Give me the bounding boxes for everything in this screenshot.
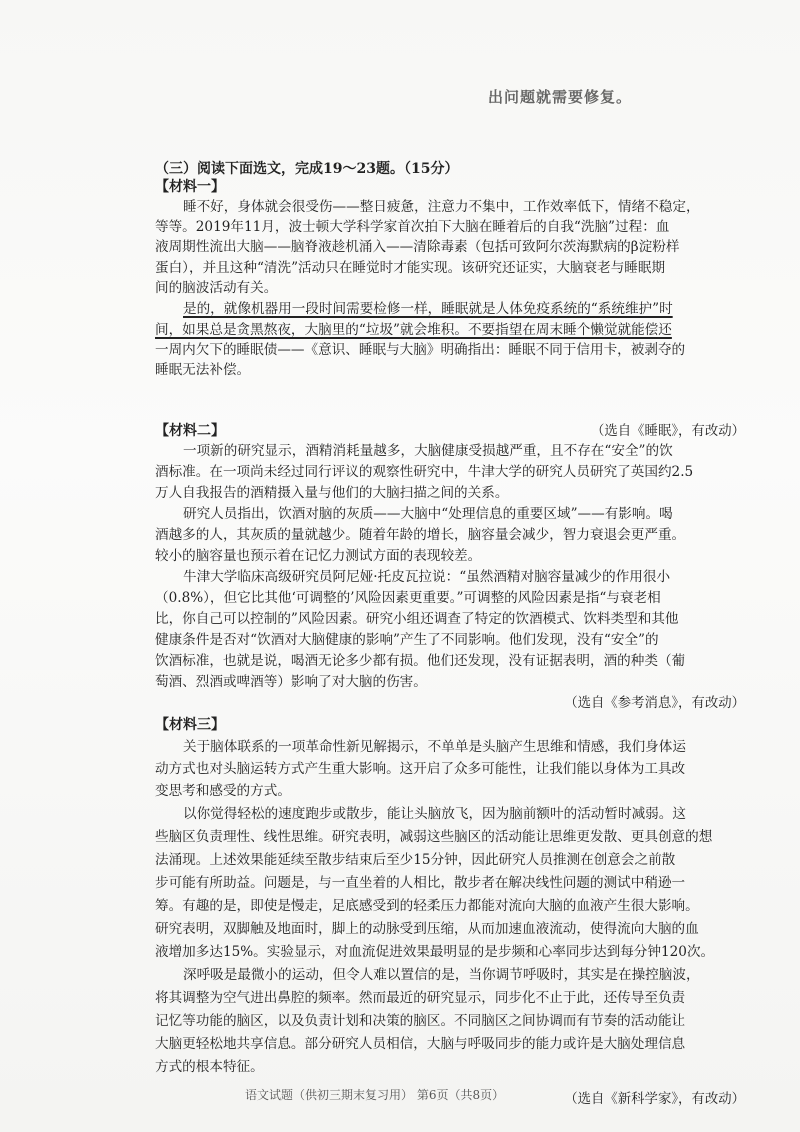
material3-label: 【材料三】 xyxy=(155,717,225,733)
material1-line-underlined: 是的，就像机器用一段时间需要检修一样，睡眠就是人体免疫系统的“系统维护”时 xyxy=(183,301,673,317)
material3-source: （选自《新科学家》，有改动） xyxy=(564,1092,745,1107)
material3-line: 研究表明，双脚触及地面时，脚上的动脉受到压缩，从而加速血液流动，使得流向大脑的血 xyxy=(155,921,699,937)
material1-line: 蛋白），并且这种“清洗”活动只在睡觉时才能实现。该研究还证实，大脑衰老与睡眠期 xyxy=(155,260,666,276)
material1-source: （选自《睡眠》，有改动） xyxy=(591,424,745,439)
material1-line: 一周内欠下的睡眠债——《意识、睡眠与大脑》明确指出：睡眠不同于信用卡，被剥夺的 xyxy=(155,342,686,358)
top-cutoff-text: 出问题就需要修复。 xyxy=(488,88,633,106)
material2-line: 酒标准。在一项尚未经过同行评议的观察性研究中，牛津大学的研究人员研究了英国约2.5 xyxy=(155,464,694,480)
material2-line: 萄酒、烈酒或啤酒等）影响了对大脑的伤害。 xyxy=(155,674,427,690)
material1-line: 等等。2019年11月，波士顿大学科学家首次拍下大脑在睡着后的自我“洗脑”过程：血 xyxy=(155,219,670,235)
material2-line: 酒越多的人，其灰质的量就越少。随着年龄的增长，脑容量会减少，智力衰退会更严重。 xyxy=(155,527,686,543)
material3-line: 动方式也对头脑运转方式产生重大影响。这开启了众多可能性，让我们能以身体为工具改 xyxy=(155,761,686,777)
material3-line: 将其调整为空气进出鼻腔的频率。然而最近的研究显示，同步化不止于此，还传导至负责 xyxy=(155,990,686,1006)
material3-line: 液增加多达15%。实验显示，对血流促进效果最明显的是步频和心率同步达到每分钟120次。 xyxy=(155,944,715,960)
material3-line: 变思考和感受的方式。 xyxy=(155,783,291,799)
material3-line: 记忆等功能的脑区，以及负责计划和决策的脑区。不同脑区之间协调而有节奏的活动能让 xyxy=(155,1013,686,1029)
material2-line: （0.8%），但它比其他‘可调整的’风险因素更重要。”可调整的风险因素是指“与衰老相 xyxy=(155,590,661,606)
material2-line: 一项新的研究显示，酒精消耗量越多，大脑健康受损越严重，且不存在“安全”的饮 xyxy=(183,443,673,459)
material3-line: 以你觉得轻松的速度跑步或散步，能让头脑放飞，因为脑前额叶的活动暂时减弱。这 xyxy=(183,806,686,822)
material2-line: 饮酒标准，也就是说，喝酒无论多少都有损。他们还发现，没有证据表明，酒的种类（葡 xyxy=(155,653,686,669)
material3-line: 深呼吸是最微小的运动，但令人难以置信的是，当你调节呼吸时，其实是在操控脑波， xyxy=(183,967,700,983)
material1-line: 间的脑波活动有关。 xyxy=(155,280,278,296)
section-heading: （三）阅读下面选文，完成19～23题。（15分） xyxy=(155,161,459,177)
material1-line: 睡不好，身体就会很受伤——整日疲惫，注意力不集中，工作效率低下，情绪不稳定， xyxy=(183,199,700,215)
material2-line: 比，你自己可以控制的”风险因素。研究小组还调查了特定的饮酒模式、饮料类型和其他 xyxy=(155,611,679,627)
material3-line: 关于脑体联系的一项革命性新见解揭示，不单单是头脑产生思维和情感，我们身体运 xyxy=(183,739,686,755)
material3-line: 法涌现。上述效果能延续至散步结束后至少15分钟，因此研究人员推测在创意会之前散 xyxy=(155,852,676,868)
material2-line: 较小的脑容量也预示着在记忆力测试方面的表现较差。 xyxy=(155,548,482,564)
material2-line: 万人自我报告的酒精摄入量与他们的大脑扫描之间的关系。 xyxy=(155,485,509,501)
material1-line: 液周期性流出大脑——脑脊液趁机涌入——清除毒素（包括可致阿尔茨海默病的β淀粉样 xyxy=(155,239,680,255)
material2-label: 【材料二】 xyxy=(155,423,225,439)
material1-label: 【材料一】 xyxy=(155,179,225,195)
material3-line: 方式的根本特征。 xyxy=(155,1059,264,1075)
material1-line: 睡眠无法补偿。 xyxy=(155,362,251,378)
material3-line: 步可能有所助益。问题是，与一直坐着的人相比，散步者在解决线性问题的测试中稍逊一 xyxy=(155,875,686,891)
material2-line: 研究人员指出，饮酒对脑的灰质——大脑中“处理信息的重要区域”——有影响。喝 xyxy=(183,506,673,522)
material2-line: 牛津大学临床高级研究员阿尼娅·托皮瓦拉说：“虽然酒精对脑容量减少的作用很小 xyxy=(183,569,671,585)
page-footer: 语文试题（供初三期末复习用） 第6页（共8页） xyxy=(245,1088,505,1102)
material3-line: 筹。有趣的是，即使是慢走，足底感受到的轻柔压力都能对流向大脑的血液产生很大影响。 xyxy=(155,898,699,914)
material2-source: （选自《参考消息》，有改动） xyxy=(564,696,745,711)
material3-line: 些脑区负责理性、线性思维。研究表明，减弱这些脑区的活动能让思维更发散、更具创意的想 xyxy=(155,829,713,845)
material3-line: 大脑更轻松地共享信息。部分研究人员相信，大脑与呼吸同步的能力或许是大脑处理信息 xyxy=(155,1036,686,1052)
material1-line-underlined: 间，如果总是贪黑熬夜，大脑里的“垃圾”就会堆积。不要指望在周末睡个懒觉就能偿还 xyxy=(155,322,672,338)
material2-line: 健康条件是否对“饮酒对大脑健康的影响”产生了不同影响。他们发现，没有“安全”的 xyxy=(155,632,659,648)
